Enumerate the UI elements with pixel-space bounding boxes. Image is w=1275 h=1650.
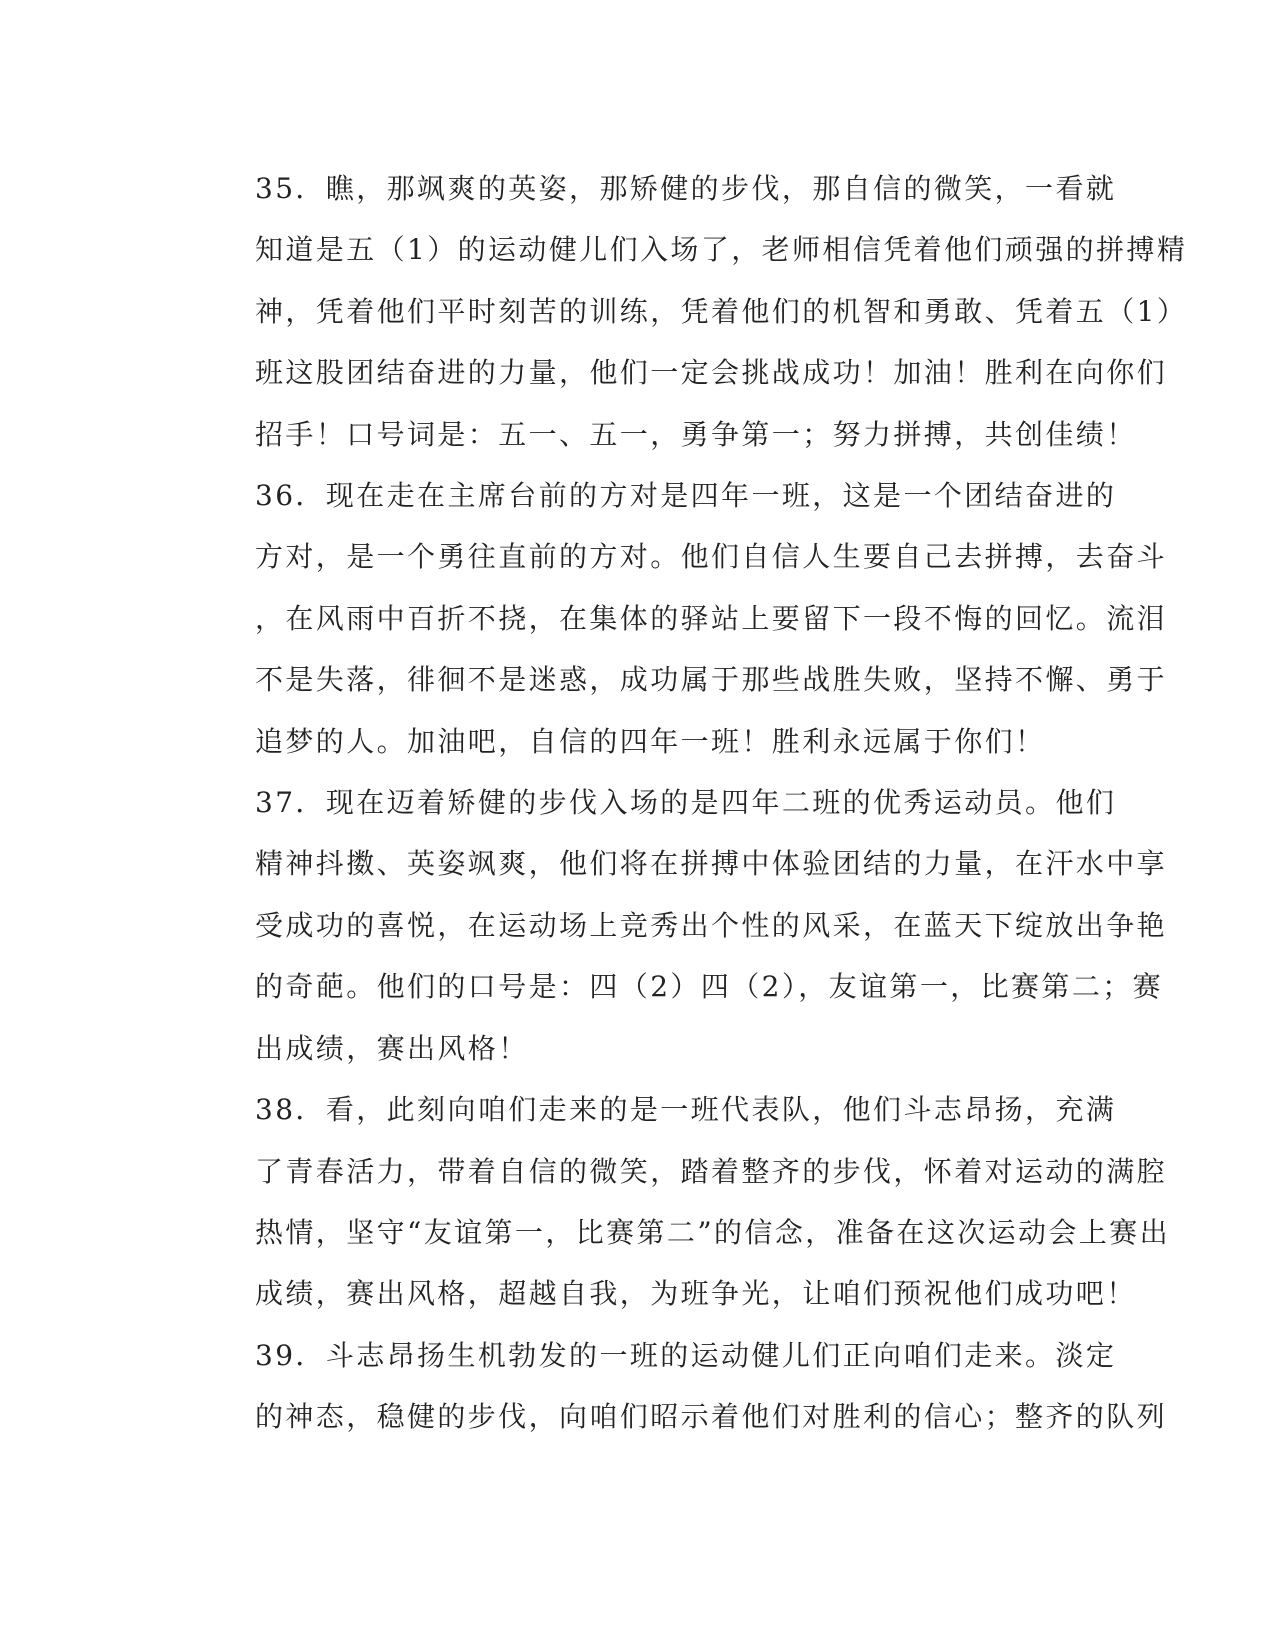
paragraph-line: 瞧，那飒爽的英姿，那矫健的步伐，那自信的微笑，一看就: [325, 172, 1117, 205]
paragraph-number: 36．: [255, 479, 326, 513]
paragraph-number: 38．: [255, 1093, 326, 1127]
paragraph-line: 追梦的人。加油吧，自信的四年一班！胜利永远属于你们！: [255, 724, 1046, 758]
paragraph-line: 班这股团结奋进的力量，他们一定会挑战成功！加油！胜利在向你们: [255, 356, 1168, 390]
paragraph-line: 看，此刻向咱们走来的是一班代表队，他们斗志昂扬，充满: [325, 1093, 1117, 1127]
paragraph-line: 斗志昂扬生机勃发的一班的运动健儿们正向咱们走来。淡定: [325, 1338, 1117, 1372]
paragraph-35: [188, 158, 1188, 465]
paragraph-line: 方对，是一个勇往直前的方对。他们自信人生要自己去拼搏，去奋斗: [255, 540, 1168, 574]
paragraph-36: [188, 465, 1168, 772]
paragraph-number: 35．: [255, 172, 326, 205]
paragraph-line: 出成绩，赛出风格！: [255, 1031, 529, 1065]
paragraph-number: 39．: [255, 1338, 326, 1372]
paragraph-line: 现在迈着矫健的步伐入场的是四年二班的优秀运动员。他们: [325, 786, 1117, 820]
paragraph-line: 的奇葩。他们的口号是：四（2）四（2），友谊第一，比赛第二；赛: [255, 970, 1164, 1004]
paragraph-line: 的神态，稳健的步伐，向咱们昭示着他们对胜利的信心；整齐的队列: [255, 1400, 1168, 1434]
paragraph-line: 知道是五（1）的运动健儿们入场了，老师相信凭着他们顽强的拼搏精: [255, 233, 1188, 267]
paragraph-line: 受成功的喜悦，在运动场上竞秀出个性的风采，在蓝天下绽放出争艳: [255, 908, 1168, 942]
paragraph-37: [188, 772, 1168, 1079]
paragraph-39: [188, 1325, 1168, 1448]
paragraph-line: 热情，坚守“友谊第一，比赛第二”的信念，准备在这次运动会上赛出: [255, 1215, 1171, 1249]
paragraph-line: 成绩，赛出风格，超越自我，为班争光，让咱们预祝他们成功吧！: [255, 1277, 1137, 1311]
paragraph-line: 不是失落，徘徊不是迷惑，成功属于那些战胜失败，坚持不懈、勇于: [255, 663, 1168, 697]
paragraph-line: 精神抖擞、英姿飒爽，他们将在拼搏中体验团结的力量，在汗水中享: [255, 847, 1168, 881]
paragraph-line: 现在走在主席台前的方对是四年一班，这是一个团结奋进的: [325, 479, 1117, 513]
paragraph-number: 37．: [255, 786, 326, 820]
paragraph-line: 神，凭着他们平时刻苦的训练，凭着他们的机智和勇敢、凭着五（1）: [255, 294, 1188, 328]
paragraph-line: ，在风雨中百折不挠，在集体的驿站上要留下一段不悔的回忆。流泪: [255, 601, 1168, 635]
paragraph-38: [188, 1079, 1171, 1325]
paragraph-line: 招手！口号词是：五一、五一，勇争第一；努力拼搏，共创佳绩！: [255, 417, 1137, 451]
paragraph-line: 了青春活力，带着自信的微笑，踏着整齐的步伐，怀着对运动的满腔: [255, 1154, 1168, 1188]
document-body: [188, 158, 1188, 1448]
